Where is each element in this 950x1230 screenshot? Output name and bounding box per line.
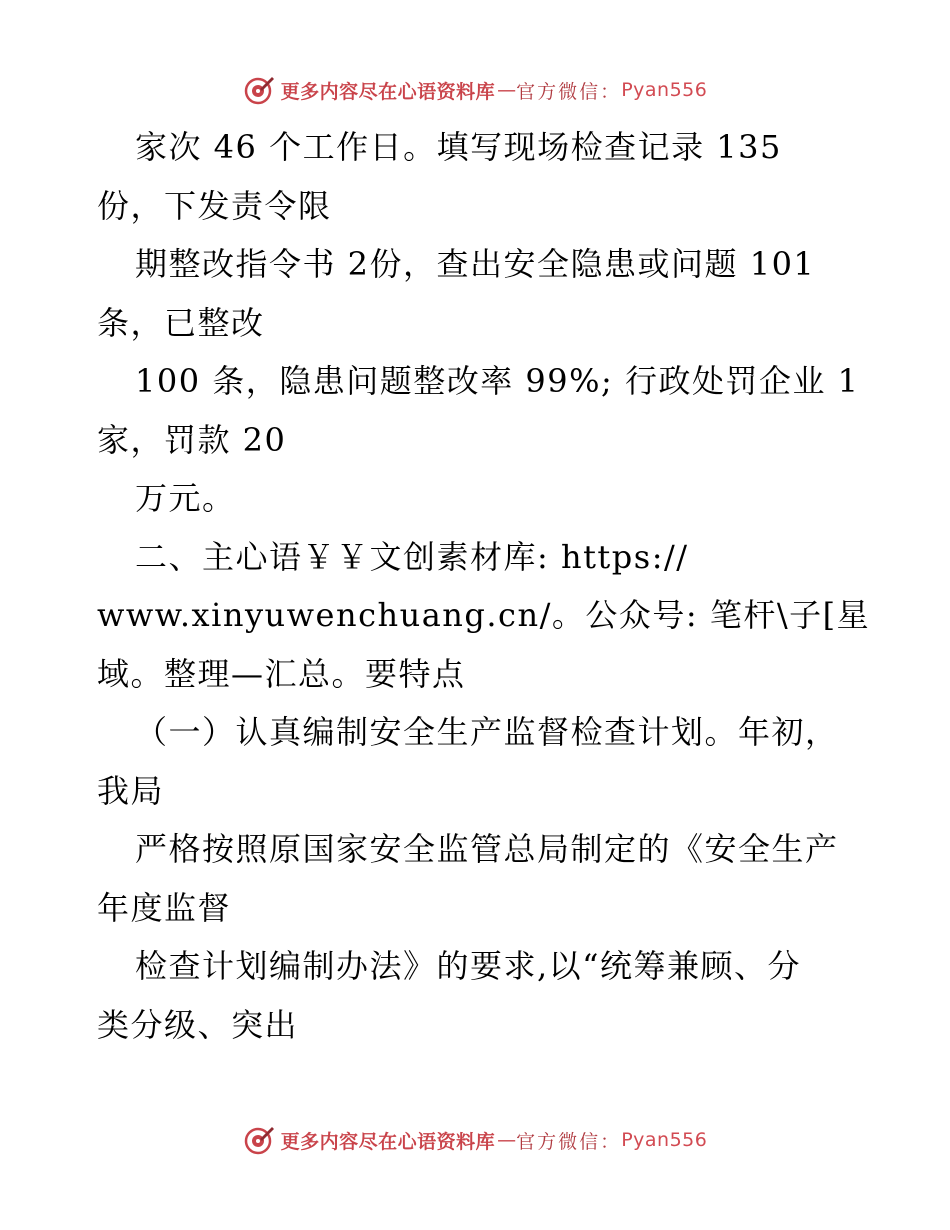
body-line: （一）认真编制安全生产监督检查计划。年初， bbox=[135, 713, 839, 751]
watermark-dash: — bbox=[497, 1129, 515, 1151]
header-watermark bbox=[0, 72, 950, 108]
watermark-wechat-id: Pyan556 bbox=[621, 79, 708, 101]
body-line: 100 条，隐患问题整改率 99%; 行政处罚企业 1 bbox=[135, 362, 860, 400]
watermark-dash: — bbox=[497, 79, 515, 101]
seal-pen-icon bbox=[243, 74, 275, 106]
body-line: 检查计划编制办法》的要求,以“统筹兼顾、分 bbox=[135, 947, 802, 985]
body-line: 二、主心语￥￥文创素材库: https:// bbox=[135, 537, 689, 576]
watermark-official-label: 官方微信： bbox=[516, 80, 622, 103]
watermark-main-text: 更多内容尽在心语资料库 bbox=[280, 80, 496, 103]
watermark-official-label: 官方微信： bbox=[516, 1130, 622, 1153]
footer-watermark bbox=[0, 1122, 950, 1158]
body-line: 严格按照原国家安全监管总局制定的《安全生产 bbox=[135, 830, 839, 868]
body-line: 我局 bbox=[97, 771, 165, 810]
watermark-main-text: 更多内容尽在心语资料库 bbox=[280, 1130, 496, 1153]
body-line: 家次 46 个工作日。填写现场检查记录 135 bbox=[135, 128, 782, 166]
body-line: 年度监督 bbox=[97, 888, 232, 927]
body-line: 期整改指令书 2份，查出安全隐患或问题 101 bbox=[135, 245, 816, 283]
seal-pen-icon bbox=[243, 1124, 275, 1156]
document-body bbox=[97, 118, 871, 1054]
body-line: 家，罚款 20 bbox=[97, 420, 287, 459]
body-line: 域。整理—汇总。要特点 bbox=[97, 654, 466, 693]
body-line: 类分级、突出 bbox=[97, 1005, 299, 1044]
body-line: 条，已整改 bbox=[97, 303, 265, 342]
watermark-wechat-id: Pyan556 bbox=[621, 1129, 708, 1151]
body-line: www.xinyuwenchuang.cn/。公众号: 笔杆\子[星 bbox=[97, 596, 871, 634]
body-line: 万元。 bbox=[135, 479, 236, 517]
body-line: 份，下发责令限 bbox=[97, 186, 332, 225]
